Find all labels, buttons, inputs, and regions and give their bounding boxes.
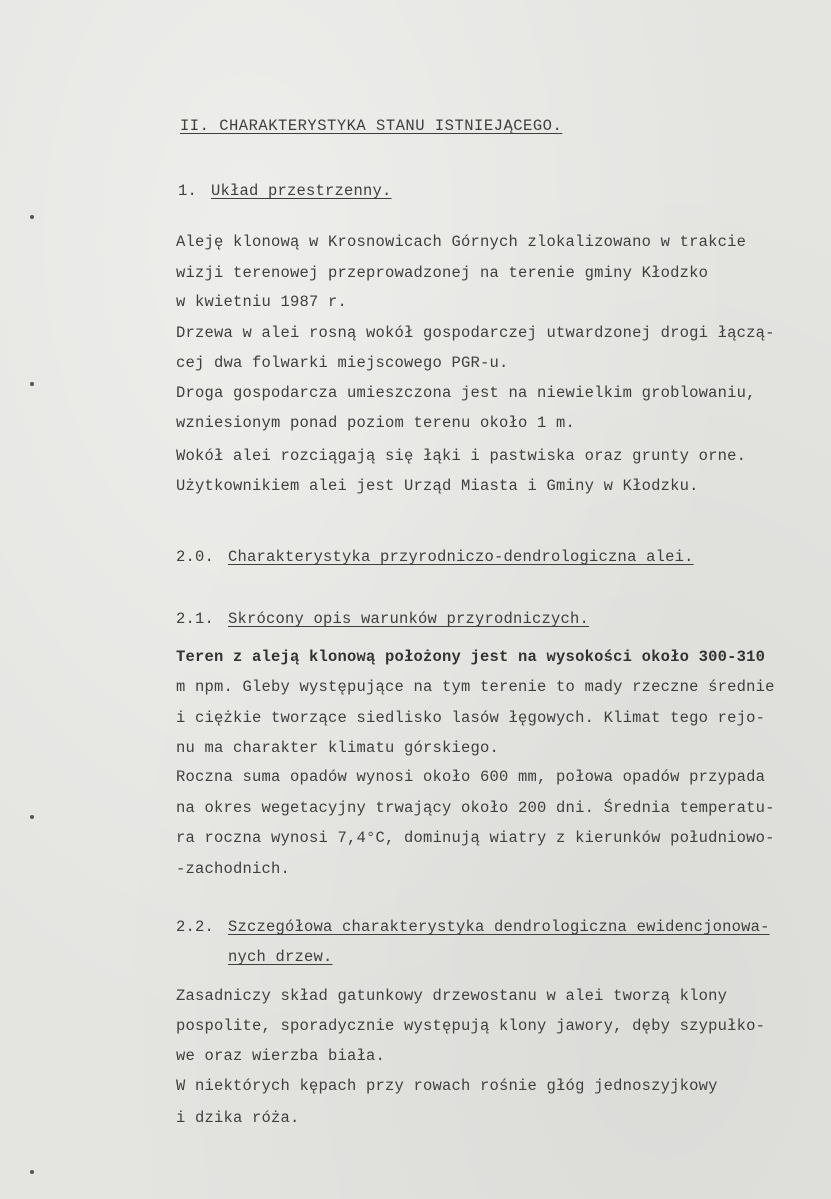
text-line: Wokół alei rozciągają się łąki i pastwiska oraz grunty orne. (176, 447, 747, 465)
text-line: cej dwa folwarki miejscowego PGR-u. (176, 354, 509, 372)
text-line: nu ma charakter klimatu górskiego. (176, 739, 500, 757)
text-line: Drzewa w alei rosną wokół gospodarczej utwardzonej drogi łączą- (176, 324, 775, 342)
section-number: 2.2. (176, 918, 215, 936)
text-line: w kwietniu 1987 r. (176, 293, 348, 311)
text-line: i dzika róża. (176, 1109, 300, 1127)
text-line: i ciężkie tworzące siedlisko lasów łęgowych. Klimat tego rejo- (176, 709, 766, 727)
section-heading-continuation: nych drzew. (228, 948, 333, 966)
text-line: we oraz wierzba biała. (176, 1047, 386, 1065)
text-line: wizji terenowej przeprowadzonej na terenie gminy Kłodzko (176, 264, 709, 282)
section-number: 2.0. (176, 548, 215, 566)
text-line: Użytkownikiem alei jest Urząd Miasta i Gminy w Kłodzku. (176, 477, 699, 495)
section-heading: Szczegółowa charakterystyka dendrologiczna ewidencjonowa- (228, 918, 770, 936)
section-heading: Skrócony opis warunków przyrodniczych. (228, 610, 590, 628)
text-line: W niektórych kępach przy rowach rośnie głóg jednoszyjkowy (176, 1077, 718, 1095)
punch-hole-mark (30, 815, 34, 819)
section-number: 2.1. (176, 610, 215, 628)
text-line: -zachodnich. (176, 860, 291, 878)
document-title: II. CHARAKTERYSTYKA STANU ISTNIEJĄCEGO. (180, 117, 563, 135)
section-heading: Układ przestrzenny. (211, 182, 392, 200)
text-line: Droga gospodarcza umieszczona jest na niewielkim groblowaniu, (176, 384, 756, 402)
text-line: pospolite, sporadycznie występują klony jawory, dęby szypułko- (176, 1017, 766, 1035)
punch-hole-mark (30, 1170, 34, 1174)
text-line: Teren z aleją klonową położony jest na wysokości około 300-310 (176, 648, 766, 666)
punch-hole-mark (30, 215, 34, 219)
text-line: na okres wegetacyjny trwający około 200 dni. Średnia temperatu- (176, 799, 775, 817)
punch-hole-mark (30, 382, 34, 386)
text-line: ra roczna wynosi 7,4°C, dominują wiatry z kierunków południowo- (176, 829, 775, 847)
text-line: Roczna suma opadów wynosi około 600 mm, połowa opadów przypada (176, 768, 766, 786)
section-number: 1. (178, 182, 198, 200)
text-line: wzniesionym ponad poziom terenu około 1 m. (176, 414, 576, 432)
text-line: Aleję klonową w Krosnowicach Górnych zlokalizowano w trakcie (176, 233, 747, 251)
text-line: Zasadniczy skład gatunkowy drzewostanu w alei tworzą klony (176, 987, 728, 1005)
section-heading: Charakterystyka przyrodniczo-dendrologiczna alei. (228, 548, 694, 566)
text-line: m npm. Gleby występujące na tym terenie to mady rzeczne średnie (176, 678, 775, 696)
